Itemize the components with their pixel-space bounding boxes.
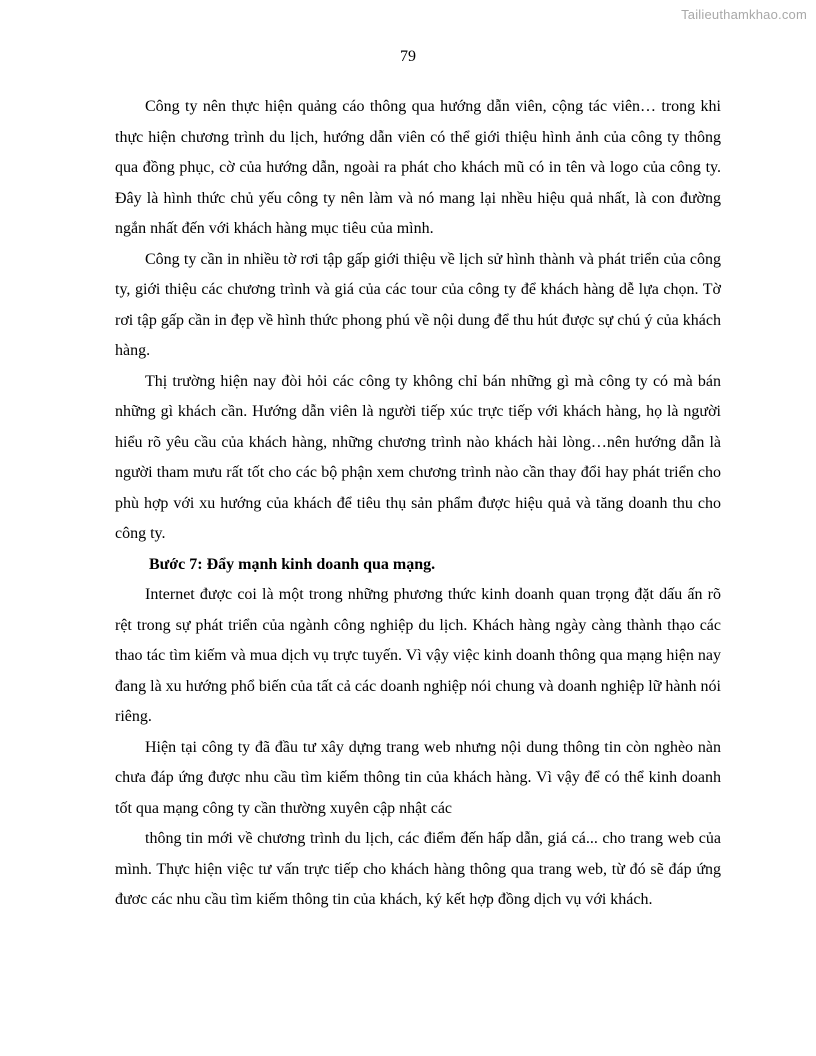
paragraph-internet: Internet được coi là một trong những phương thức kinh doanh quan trọng đặt dấu ấn rõ rệt trong sự phát triển của ngành công nghiệp du lịch. Khách hàng ngày càng thành thạo các thao tác tìm kiếm và mua dịch vụ trực tuyến. Vì vậy việc kinh doanh thông qua mạng hiện nay đang là xu hướng phổ biến của tất cả các doanh nghiệp nói chung và doanh nghiệp lữ hành nói riêng. xyxy=(115,586,721,725)
section-heading-step-7: Bước 7: Đẩy mạnh kinh doanh qua mạng. xyxy=(149,555,436,573)
watermark: Tailieuthamkhao.com xyxy=(681,7,807,22)
paragraph-market-needs: Thị trường hiện nay đòi hỏi các công ty không chỉ bán những gì mà công ty có mà bán những gì khách cần. Hướng dẫn viên là người tiếp xúc trực tiếp với khách hàng, họ là người hiểu rõ yêu cầu của khách hàng, những chương trình nào khách hài lòng…nên hướng dẫn là người tham mưu rất tốt cho các bộ phận xem chương trình nào cần thay đổi hay phát triển cho phù hợp với xu hướng của khách để tiêu thụ sản phẩm được hiệu quả và tăng doanh thu cho công ty. xyxy=(115,372,721,542)
paragraph-website-continued: thông tin mới về chương trình du lịch, các điểm đến hấp dẫn, giá cá... cho trang web của mình. Thực hiện việc tư vấn trực tiếp cho khách hàng thông qua trang web, từ đó sẽ đáp ứng đươc các nhu cầu tìm kiếm thông tin của khách, ký kết hợp đồng dịch vụ với khách. xyxy=(115,830,721,908)
paragraph-website: Hiện tại công ty đã đầu tư xây dựng trang web nhưng nội dung thông tin còn nghèo nàn chưa đáp ứng được nhu cầu tìm kiếm thông tin của khách hàng. Vì vậy để có thể kinh doanh tốt qua mạng công ty cần thường xuyên cập nhật các xyxy=(115,738,721,817)
paragraph-brochures: Công ty cần in nhiều tờ rơi tập gấp giới thiệu về lịch sử hình thành và phát triển của công ty, giới thiệu các chương trình và giá của các tour của công ty để khách hàng dễ lựa chọn. Tờ rơi tập gấp cần in đẹp về hình thức phong phú về nội dung để thu hút được sự chú ý của khách hàng. xyxy=(115,250,721,359)
document-body xyxy=(115,92,721,916)
page-number: 79 xyxy=(400,48,416,65)
paragraph-advertising-guides: Công ty nên thực hiện quảng cáo thông qua hướng dẫn viên, cộng tác viên… trong khi thực hiện chương trình du lịch, hướng dẫn viên có thể giới thiệu hình ảnh của công ty thông qua đồng phục, cờ của hướng dẫn, ngoài ra phát cho khách mũ có in tên và logo của công ty. Đây là hình thức chủ yếu công ty nên làm và nó mang lại nhều hiệu quả nhất, là con đường ngắn nhất đến với khách hàng mục tiêu của mình. xyxy=(115,98,721,237)
